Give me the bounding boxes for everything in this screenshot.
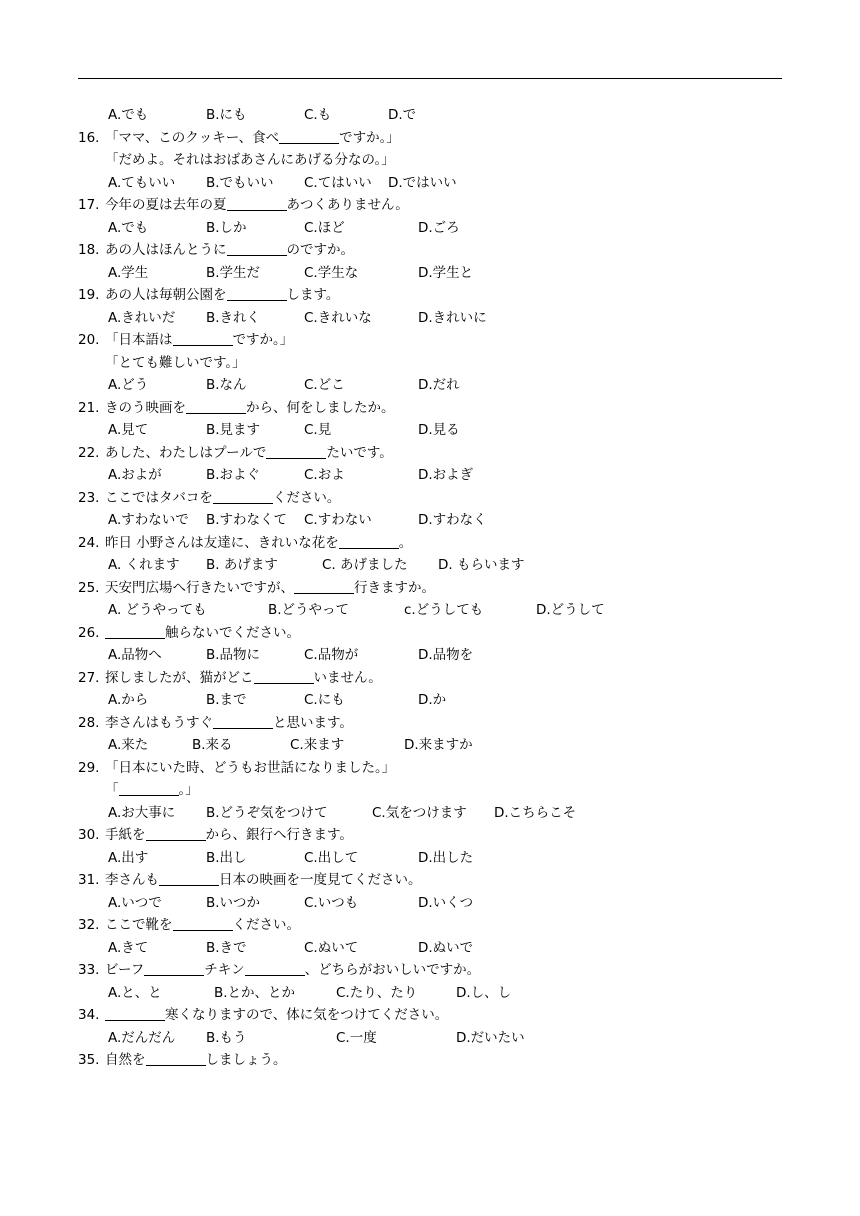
- answer-option: D.し、し: [456, 984, 512, 1001]
- header-rule: [78, 78, 782, 79]
- answer-option: B.とか、とか: [214, 984, 296, 1001]
- answer-option: C.いつも: [304, 894, 359, 911]
- answer-options: [78, 554, 782, 577]
- answer-blank: [213, 489, 273, 504]
- answer-option: D.どうして: [536, 602, 605, 618]
- answer-option: A.すわないで: [108, 512, 189, 528]
- answer-option: D.ではいい: [388, 174, 457, 191]
- question-text: から、銀行へ行きます。: [205, 827, 353, 843]
- question-text: しましょう。: [205, 1052, 287, 1068]
- answer-blank: [119, 781, 179, 796]
- answer-options: [78, 262, 782, 285]
- question-number: 20.: [78, 332, 100, 348]
- question-text: します。: [286, 287, 340, 303]
- question-dialogue: [78, 779, 782, 802]
- question-text: 李さんも: [105, 872, 159, 888]
- answer-option: A.から: [108, 692, 149, 708]
- answer-option: B.しか: [206, 219, 247, 236]
- answer-option: B. あげます: [206, 557, 278, 573]
- answer-options: [78, 509, 782, 532]
- question-number: 30.: [78, 827, 100, 843]
- answer-option: C.ぬいて: [304, 939, 359, 956]
- answer-option: D.すわなく: [418, 512, 487, 528]
- answer-option: A.お大事に: [108, 804, 176, 821]
- question: [78, 442, 782, 465]
- answer-option: B.きで: [206, 939, 247, 956]
- answer-options: [78, 464, 782, 487]
- answer-options: [78, 892, 782, 915]
- question-text: から、何をしましたか。: [246, 399, 395, 416]
- answer-option: A.と、と: [108, 984, 162, 1001]
- answer-option: A.出す: [108, 849, 149, 866]
- question-text: あした、わたしはプールで: [105, 444, 267, 461]
- answer-option: C.にも: [304, 692, 345, 708]
- answer-option: A.てもいい: [108, 174, 176, 191]
- question-text: きのう映画を: [105, 399, 186, 416]
- question-text: あつくありません。: [286, 197, 409, 213]
- answer-option: A.でも: [108, 219, 149, 236]
- question: [78, 959, 782, 982]
- question: [78, 239, 782, 262]
- answer-option: A.来た: [108, 737, 149, 753]
- answer-blank: [105, 624, 165, 639]
- question-text: ここではタバコを: [105, 489, 213, 506]
- answer-options: [78, 599, 782, 622]
- question-text: たいです。: [326, 444, 393, 461]
- answer-option: B.すわなくて: [206, 512, 288, 528]
- answer-option: C.ほど: [304, 219, 345, 236]
- answer-options: [78, 1027, 782, 1050]
- answer-option: C.来ます: [290, 737, 345, 753]
- answer-option: C.学生な: [304, 264, 359, 281]
- answer-option: A. どうやっても: [108, 602, 207, 618]
- answer-options: [78, 307, 782, 330]
- answer-option: B.どうぞ気をつけて: [206, 804, 328, 821]
- answer-options: [78, 644, 782, 667]
- question: [78, 577, 782, 600]
- question-number: 17.: [78, 197, 100, 213]
- question-list: [78, 104, 782, 1072]
- answer-blank: [279, 129, 339, 144]
- answer-option: C.どこ: [304, 377, 345, 393]
- answer-option: C.気をつけます: [372, 804, 467, 821]
- answer-options: [78, 982, 782, 1005]
- answer-option: D.だれ: [418, 377, 460, 393]
- answer-blank: [105, 1006, 165, 1021]
- question-text: チキン: [204, 962, 245, 978]
- answer-option: B.どうやって: [268, 602, 350, 618]
- answer-option: D.ぬいで: [418, 939, 474, 956]
- question: [78, 329, 782, 352]
- question-text: ですか。」: [232, 332, 294, 348]
- answer-option: D.学生と: [418, 264, 474, 281]
- question-number: 24.: [78, 534, 100, 551]
- question-number: 32.: [78, 917, 100, 933]
- question-text: 触らないでください。: [165, 624, 300, 641]
- answer-blank: [254, 669, 314, 684]
- answer-option: B.まで: [206, 692, 247, 708]
- answer-option: C.品物が: [304, 647, 359, 663]
- answer-option: A.でも: [108, 107, 149, 123]
- question-text: 寒くなりますので、体に気をつけてください。: [165, 1007, 449, 1023]
- answer-options: [78, 419, 782, 442]
- question-text: 昨日 小野さんは友達に、きれいな花を: [105, 534, 339, 551]
- question-text: 今年の夏は去年の夏: [105, 197, 227, 213]
- answer-blank: [245, 961, 305, 976]
- question-text: 、どちらがおいしいですか。: [304, 962, 481, 978]
- question-text: 「ママ、このクッキー、食べ: [105, 129, 280, 146]
- answer-option: C.きれいな: [304, 309, 372, 326]
- question-text: と思います。: [273, 714, 353, 731]
- answer-options: [78, 104, 782, 127]
- answer-option: B.出し: [206, 849, 247, 866]
- answer-option: D.こちらこそ: [494, 804, 577, 821]
- question-number: 22.: [78, 444, 100, 461]
- answer-option: A.きて: [108, 939, 149, 956]
- question-text: 手紙を: [105, 827, 146, 843]
- answer-options: [78, 374, 782, 397]
- question-number: 31.: [78, 872, 100, 888]
- answer-blank: [339, 534, 399, 549]
- answer-option: D.およぎ: [418, 467, 474, 483]
- answer-option: C.見: [304, 422, 332, 438]
- question: [78, 194, 782, 217]
- question-text: あの人はほんとうに: [105, 242, 227, 258]
- question-text: ここで靴を: [105, 917, 173, 933]
- answer-options: [78, 847, 782, 870]
- question-text: あの人は毎朝公園を: [105, 287, 227, 303]
- answer-blank: [144, 961, 204, 976]
- answer-option: B.なん: [206, 377, 247, 393]
- question-text: 天安門広場へ行きたいですが、: [105, 579, 294, 596]
- question: [78, 532, 782, 555]
- question-number: 35.: [78, 1052, 100, 1068]
- question-number: 28.: [78, 714, 100, 731]
- answer-blank: [186, 399, 246, 414]
- answer-option: D.品物を: [418, 647, 474, 663]
- answer-option: A.いつで: [108, 894, 162, 911]
- answer-option: D.出した: [418, 849, 474, 866]
- question-number: 27.: [78, 669, 100, 686]
- question: [78, 397, 782, 420]
- answer-options: [78, 172, 782, 195]
- answer-blank: [294, 579, 354, 594]
- question-number: 26.: [78, 624, 100, 641]
- answer-option: B.学生だ: [206, 264, 261, 281]
- answer-blank: [227, 286, 287, 301]
- answer-option: C. あげました: [322, 557, 408, 573]
- answer-option: A.見て: [108, 422, 149, 438]
- answer-option: A. くれます: [108, 557, 180, 573]
- question-number: 21.: [78, 399, 100, 416]
- answer-option: B.にも: [206, 107, 247, 123]
- answer-option: A.学生: [108, 264, 149, 281]
- answer-options: [78, 734, 782, 757]
- answer-option: C.も: [304, 107, 332, 123]
- answer-blank: [146, 1051, 206, 1066]
- answer-option: D.見る: [418, 422, 460, 438]
- question-number: 33.: [78, 962, 100, 978]
- answer-option: D.ごろ: [418, 219, 460, 236]
- answer-blank: [266, 444, 326, 459]
- question-text: 「だめよ。それはおばあさんにあげる分なの。」: [105, 152, 395, 168]
- answer-option: B.見ます: [206, 422, 261, 438]
- question-number: 16.: [78, 129, 100, 146]
- question-text: ですか。」: [339, 129, 400, 146]
- question: [78, 1004, 782, 1027]
- answer-option: C.たり、たり: [336, 984, 418, 1001]
- answer-option: D.来ますか: [404, 737, 473, 753]
- question-text: 行きますか。: [354, 579, 435, 596]
- question-number: 23.: [78, 489, 100, 506]
- question-dialogue: [78, 149, 782, 172]
- question: [78, 914, 782, 937]
- answer-option: B.もう: [206, 1029, 247, 1046]
- answer-option: A.どう: [108, 377, 149, 393]
- question-number: 19.: [78, 287, 100, 303]
- question-text: 「とても難しいです。」: [105, 354, 246, 371]
- question-text: ください。: [232, 917, 300, 933]
- question-text: 。」: [178, 782, 199, 798]
- question: [78, 824, 782, 847]
- answer-option: A.品物へ: [108, 647, 162, 663]
- answer-options: [78, 802, 782, 825]
- answer-option: A.だんだん: [108, 1029, 176, 1046]
- question: [78, 869, 782, 892]
- answer-blank: [146, 826, 206, 841]
- answer-option: B.でもいい: [206, 174, 274, 191]
- answer-option: C.およ: [304, 467, 345, 483]
- answer-option: B.品物に: [206, 647, 261, 663]
- question-number: 25.: [78, 579, 100, 596]
- question-text: 「日本語は: [105, 332, 173, 348]
- answer-option: B.来る: [192, 737, 233, 753]
- question-text: ビーフ: [105, 962, 145, 978]
- answer-options: [78, 689, 782, 712]
- question: [78, 667, 782, 690]
- question: [78, 127, 782, 150]
- answer-option: A.およが: [108, 467, 162, 483]
- answer-option: D.か: [418, 692, 447, 708]
- answer-blank: [227, 241, 287, 256]
- answer-option: D.いくつ: [418, 894, 474, 911]
- question-text: いません。: [313, 669, 382, 686]
- answer-blank: [227, 196, 287, 211]
- question-number: 18.: [78, 242, 100, 258]
- answer-blank: [173, 331, 233, 346]
- answer-blank: [159, 871, 219, 886]
- answer-option: B.およぐ: [206, 467, 261, 483]
- answer-option: C.一度: [336, 1029, 377, 1046]
- question-text: ください。: [272, 489, 341, 506]
- answer-option: D.だいたい: [456, 1029, 525, 1046]
- question: [78, 1049, 782, 1072]
- question-text: のですか。: [286, 242, 354, 258]
- question-number: 29.: [78, 759, 100, 776]
- answer-option: A.きれいだ: [108, 309, 176, 326]
- question-text: 日本の映画を一度見てください。: [219, 872, 422, 888]
- answer-option: D. もらいます: [438, 557, 525, 573]
- question-dialogue: [78, 352, 782, 375]
- question-text: 自然を: [105, 1052, 146, 1068]
- answer-option: C.てはいい: [304, 174, 372, 191]
- question-number: 34.: [78, 1007, 100, 1023]
- question: [78, 284, 782, 307]
- question: [78, 487, 782, 510]
- answer-blank: [173, 916, 233, 931]
- answer-option: c.どうしても: [404, 602, 484, 618]
- question-text: 。: [398, 534, 413, 551]
- answer-options: [78, 937, 782, 960]
- question-text: 「日本にいた時、どうもお世話になりました。」: [105, 759, 396, 776]
- answer-option: D.で: [388, 107, 417, 123]
- question-text: 李さんはもうすぐ: [105, 714, 213, 731]
- question-text: 「: [105, 782, 119, 798]
- answer-option: C.出して: [304, 849, 359, 866]
- question-text: 探しましたが、猫がどこ: [105, 669, 254, 686]
- answer-option: B.いつか: [206, 894, 261, 911]
- answer-option: D.きれいに: [418, 309, 487, 326]
- question: [78, 757, 782, 780]
- answer-option: C.すわない: [304, 512, 372, 528]
- question: [78, 622, 782, 645]
- question: [78, 712, 782, 735]
- answer-option: B.きれく: [206, 309, 261, 326]
- answer-blank: [213, 714, 273, 729]
- answer-options: [78, 217, 782, 240]
